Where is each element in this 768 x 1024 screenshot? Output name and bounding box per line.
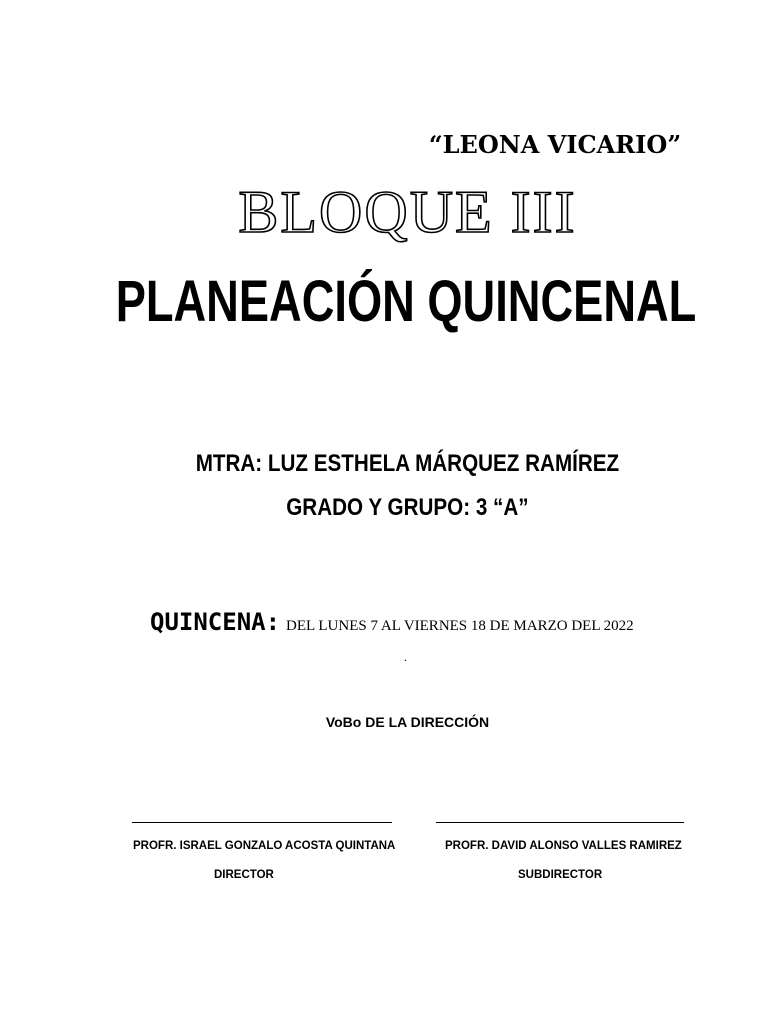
director-name: PROFR. ISRAEL GONZALO ACOSTA QUINTANA <box>133 840 396 852</box>
bloque-heading: BLOQUE III <box>238 179 577 245</box>
subdirector-role: SUBDIRECTOR <box>518 869 603 881</box>
approval-heading: VoBo DE LA DIRECCIÓN <box>325 714 490 730</box>
document-title: PLANEACIÓN QUINCENAL <box>115 269 697 334</box>
subdirector-signature-line <box>436 822 684 823</box>
period-label: QUINCENA: <box>150 608 281 636</box>
director-signature-line <box>132 822 392 823</box>
subdirector-name: PROFR. DAVID ALONSO VALLES RAMIREZ <box>445 840 682 852</box>
period-value: DEL LUNES 7 AL VIERNES 18 DE MARZO DEL 2022 <box>286 618 634 634</box>
school-name: “LEONA VICARIO” <box>428 130 682 159</box>
director-role: DIRECTOR <box>214 869 274 881</box>
teacher-name: MTRA: LUZ ESTHELA MÁRQUEZ RAMÍREZ <box>195 450 620 477</box>
grade-group: GRADO Y GRUPO: 3 “A” <box>286 494 529 521</box>
period-line <box>150 608 634 636</box>
period-dot: . <box>404 650 407 664</box>
